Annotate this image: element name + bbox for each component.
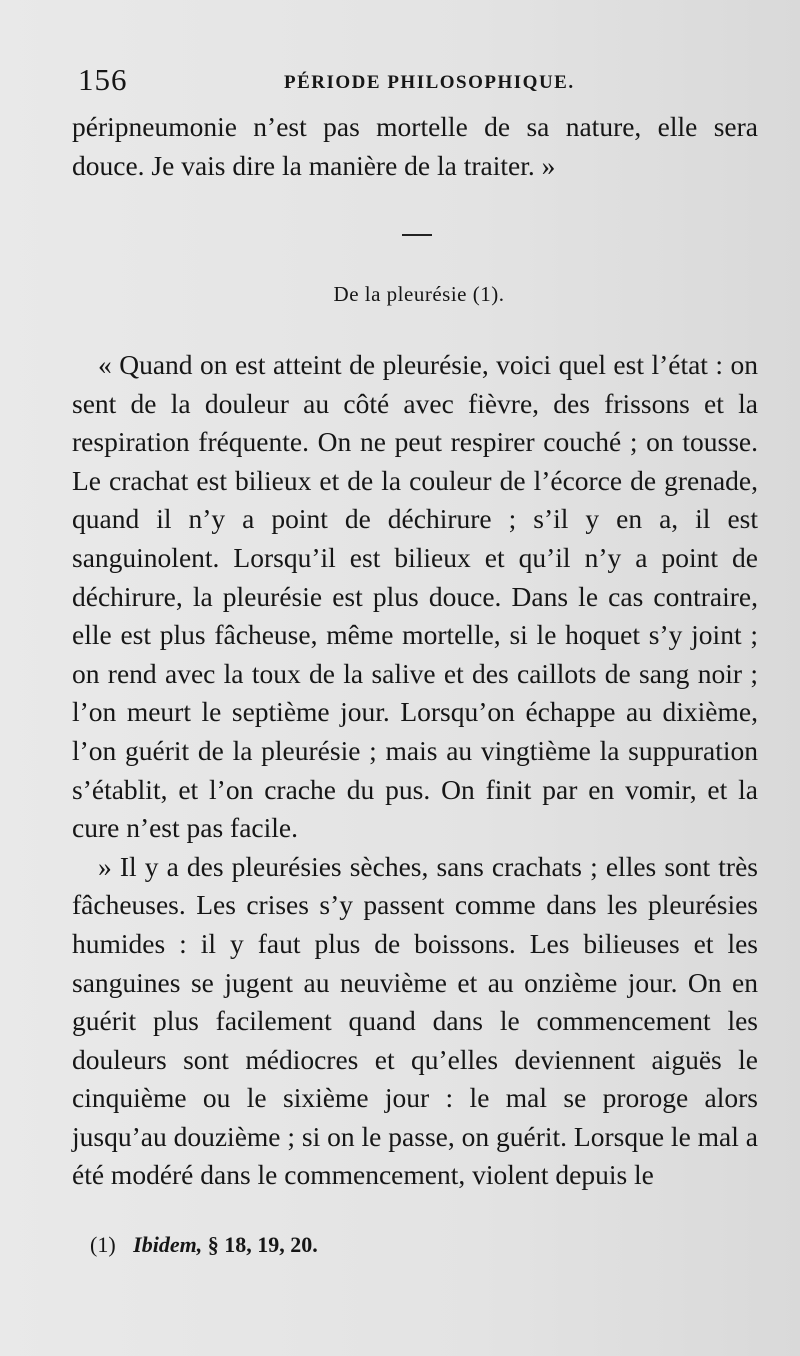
opening-paragraph: péripneumonie n’est pas mortelle de sa nature, elle sera douce. Je vais dire la manière de la traiter. » [72, 111, 758, 181]
running-title: PÉRIODE PHILOSOPHIQUE. [284, 72, 575, 93]
paragraph: « Quand on est atteint de pleurésie, voici quel est l’état : on sent de la douleur au côté avec fièvre, des frissons et la respiration fréquente. On ne peut respirer couché ; on tousse. Le crachat est bilieux et de la couleur de l’écorce de grenade, quand il n’y a point de déchirure ; s’il y en a, il est sanguinolent. Lorsqu’il est bilieux et qu’il n’y a point de déchirure, la pleurésie est plus douce. Dans le cas contraire, elle est plus fâcheuse, même mortelle, si le hoquet s’y joint ; on rend avec la toux de la salive et des caillots de sang noir ; l’on meurt le septième jour. Lorsqu’on échappe au dixième, l’on guérit de la pleurésie ; mais au vingtième la suppuration s’établit, et l’on crache du pus. On finit par en vomir, et la cure n’est pas facile. [72, 349, 758, 844]
footnote-references: § 18, 19, 20. [207, 1232, 318, 1257]
page-header [78, 62, 758, 102]
footnote-source: Ibidem, [133, 1232, 203, 1257]
section-divider [402, 234, 432, 236]
footnote-mark: (1) [90, 1232, 116, 1257]
paragraph: » Il y a des pleurésies sèches, sans crachats ; elles sont très fâcheuses. Les crises s’y passent comme dans les pleurésies humides : il y faut plus de boissons. Les bilieuses et les sanguines se jugent au neuvième et au onzième jour. On en guérit plus facilement quand dans le commencement les douleurs sont médiocres et qu’elles deviennent aiguës le cinquième ou le sixième jour : le mal se proroge alors jusqu’au douzième ; si on le passe, on guérit. Lorsque le mal a été modéré dans le commencement, violent depuis le [72, 850, 758, 1191]
section-heading: De la pleurésie (1). [333, 282, 505, 306]
section-body [72, 346, 758, 1195]
footnote [90, 1232, 318, 1258]
opening-text [72, 108, 758, 185]
page-number: 156 [78, 62, 128, 97]
